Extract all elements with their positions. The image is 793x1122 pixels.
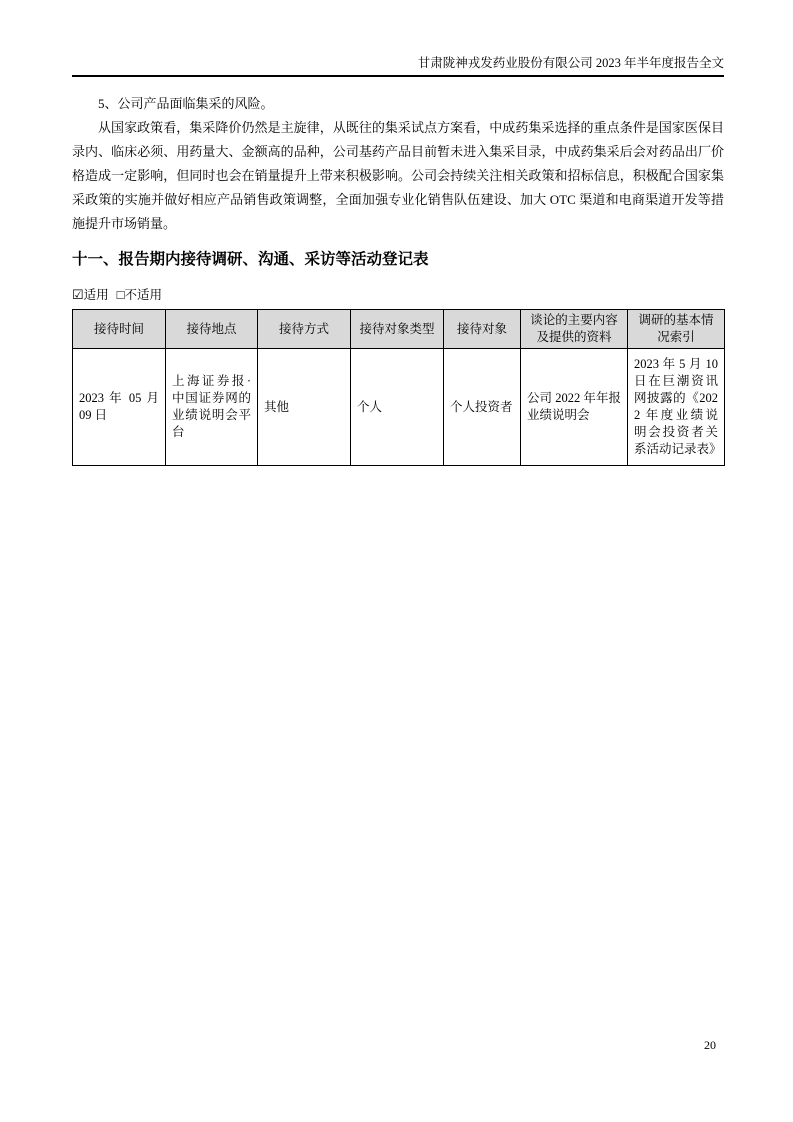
cell-reception-time: 2023 年 05 月 09 日 — [73, 349, 166, 466]
table-header-row — [73, 310, 725, 349]
page-number: 20 — [704, 1038, 716, 1052]
col-header-visitor-type: 接待对象类型 — [351, 310, 444, 349]
unchecked-checkbox-icon: □ — [116, 287, 125, 302]
risk-section — [72, 92, 724, 236]
table-row — [73, 349, 725, 466]
cell-reception-method: 其他 — [258, 349, 351, 466]
cell-main-content: 公司 2022 年年报业绩说明会 — [521, 349, 628, 466]
risk-item-title: 5、公司产品面临集采的风险。 — [98, 96, 274, 111]
applicable-label: 适用 — [83, 288, 109, 302]
cell-reception-place: 上海证券报·中国证券网的业绩说明会平台 — [166, 349, 258, 466]
cell-visitor-type: 个人 — [351, 349, 444, 466]
risk-paragraph: 从国家政策看，集采降价仍然是主旋律，从既往的集采试点方案看，中成药集采选择的重点条件是国家医保目录内、临床必须、用药量大、金额高的品种，公司基药产品目前暂未进入集采目录，中成药集采后会对药品出厂价格造成一定影响，但同时也会在销量提升上带来积极影响。公司会持续关注相关政策和招标信息，积极配合国家集采政策的实施并做好相应产品销售政策调整，全面加强专业化销售队伍建设、加大 OTC 渠道和电商渠道开发等措施提升市场销量。 — [72, 120, 724, 231]
report-title: 甘肃陇神戎发药业股份有限公司 2023 年半年度报告全文 — [417, 56, 724, 70]
col-header-survey-index: 调研的基本情况索引 — [628, 310, 725, 349]
col-header-reception-place: 接待地点 — [166, 310, 258, 349]
cell-visitor: 个人投资者 — [444, 349, 521, 466]
col-header-reception-method: 接待方式 — [258, 310, 351, 349]
col-header-visitor: 接待对象 — [444, 310, 521, 349]
col-header-reception-time: 接待时间 — [73, 310, 166, 349]
not-applicable-label: 不适用 — [124, 288, 163, 302]
applicability-line — [72, 287, 724, 303]
cell-survey-index: 2023 年 5 月 10 日在巨潮资讯网披露的《2022 年度业绩说明会投资者关系活动记录表》 — [628, 349, 725, 466]
activity-registration-table — [72, 309, 725, 466]
page-header — [72, 0, 724, 77]
section-heading: 十一、报告期内接待调研、沟通、采访等活动登记表 — [72, 251, 429, 268]
checked-checkbox-icon: ☑ — [72, 287, 84, 302]
col-header-main-content: 谈论的主要内容及提供的资料 — [521, 310, 628, 349]
